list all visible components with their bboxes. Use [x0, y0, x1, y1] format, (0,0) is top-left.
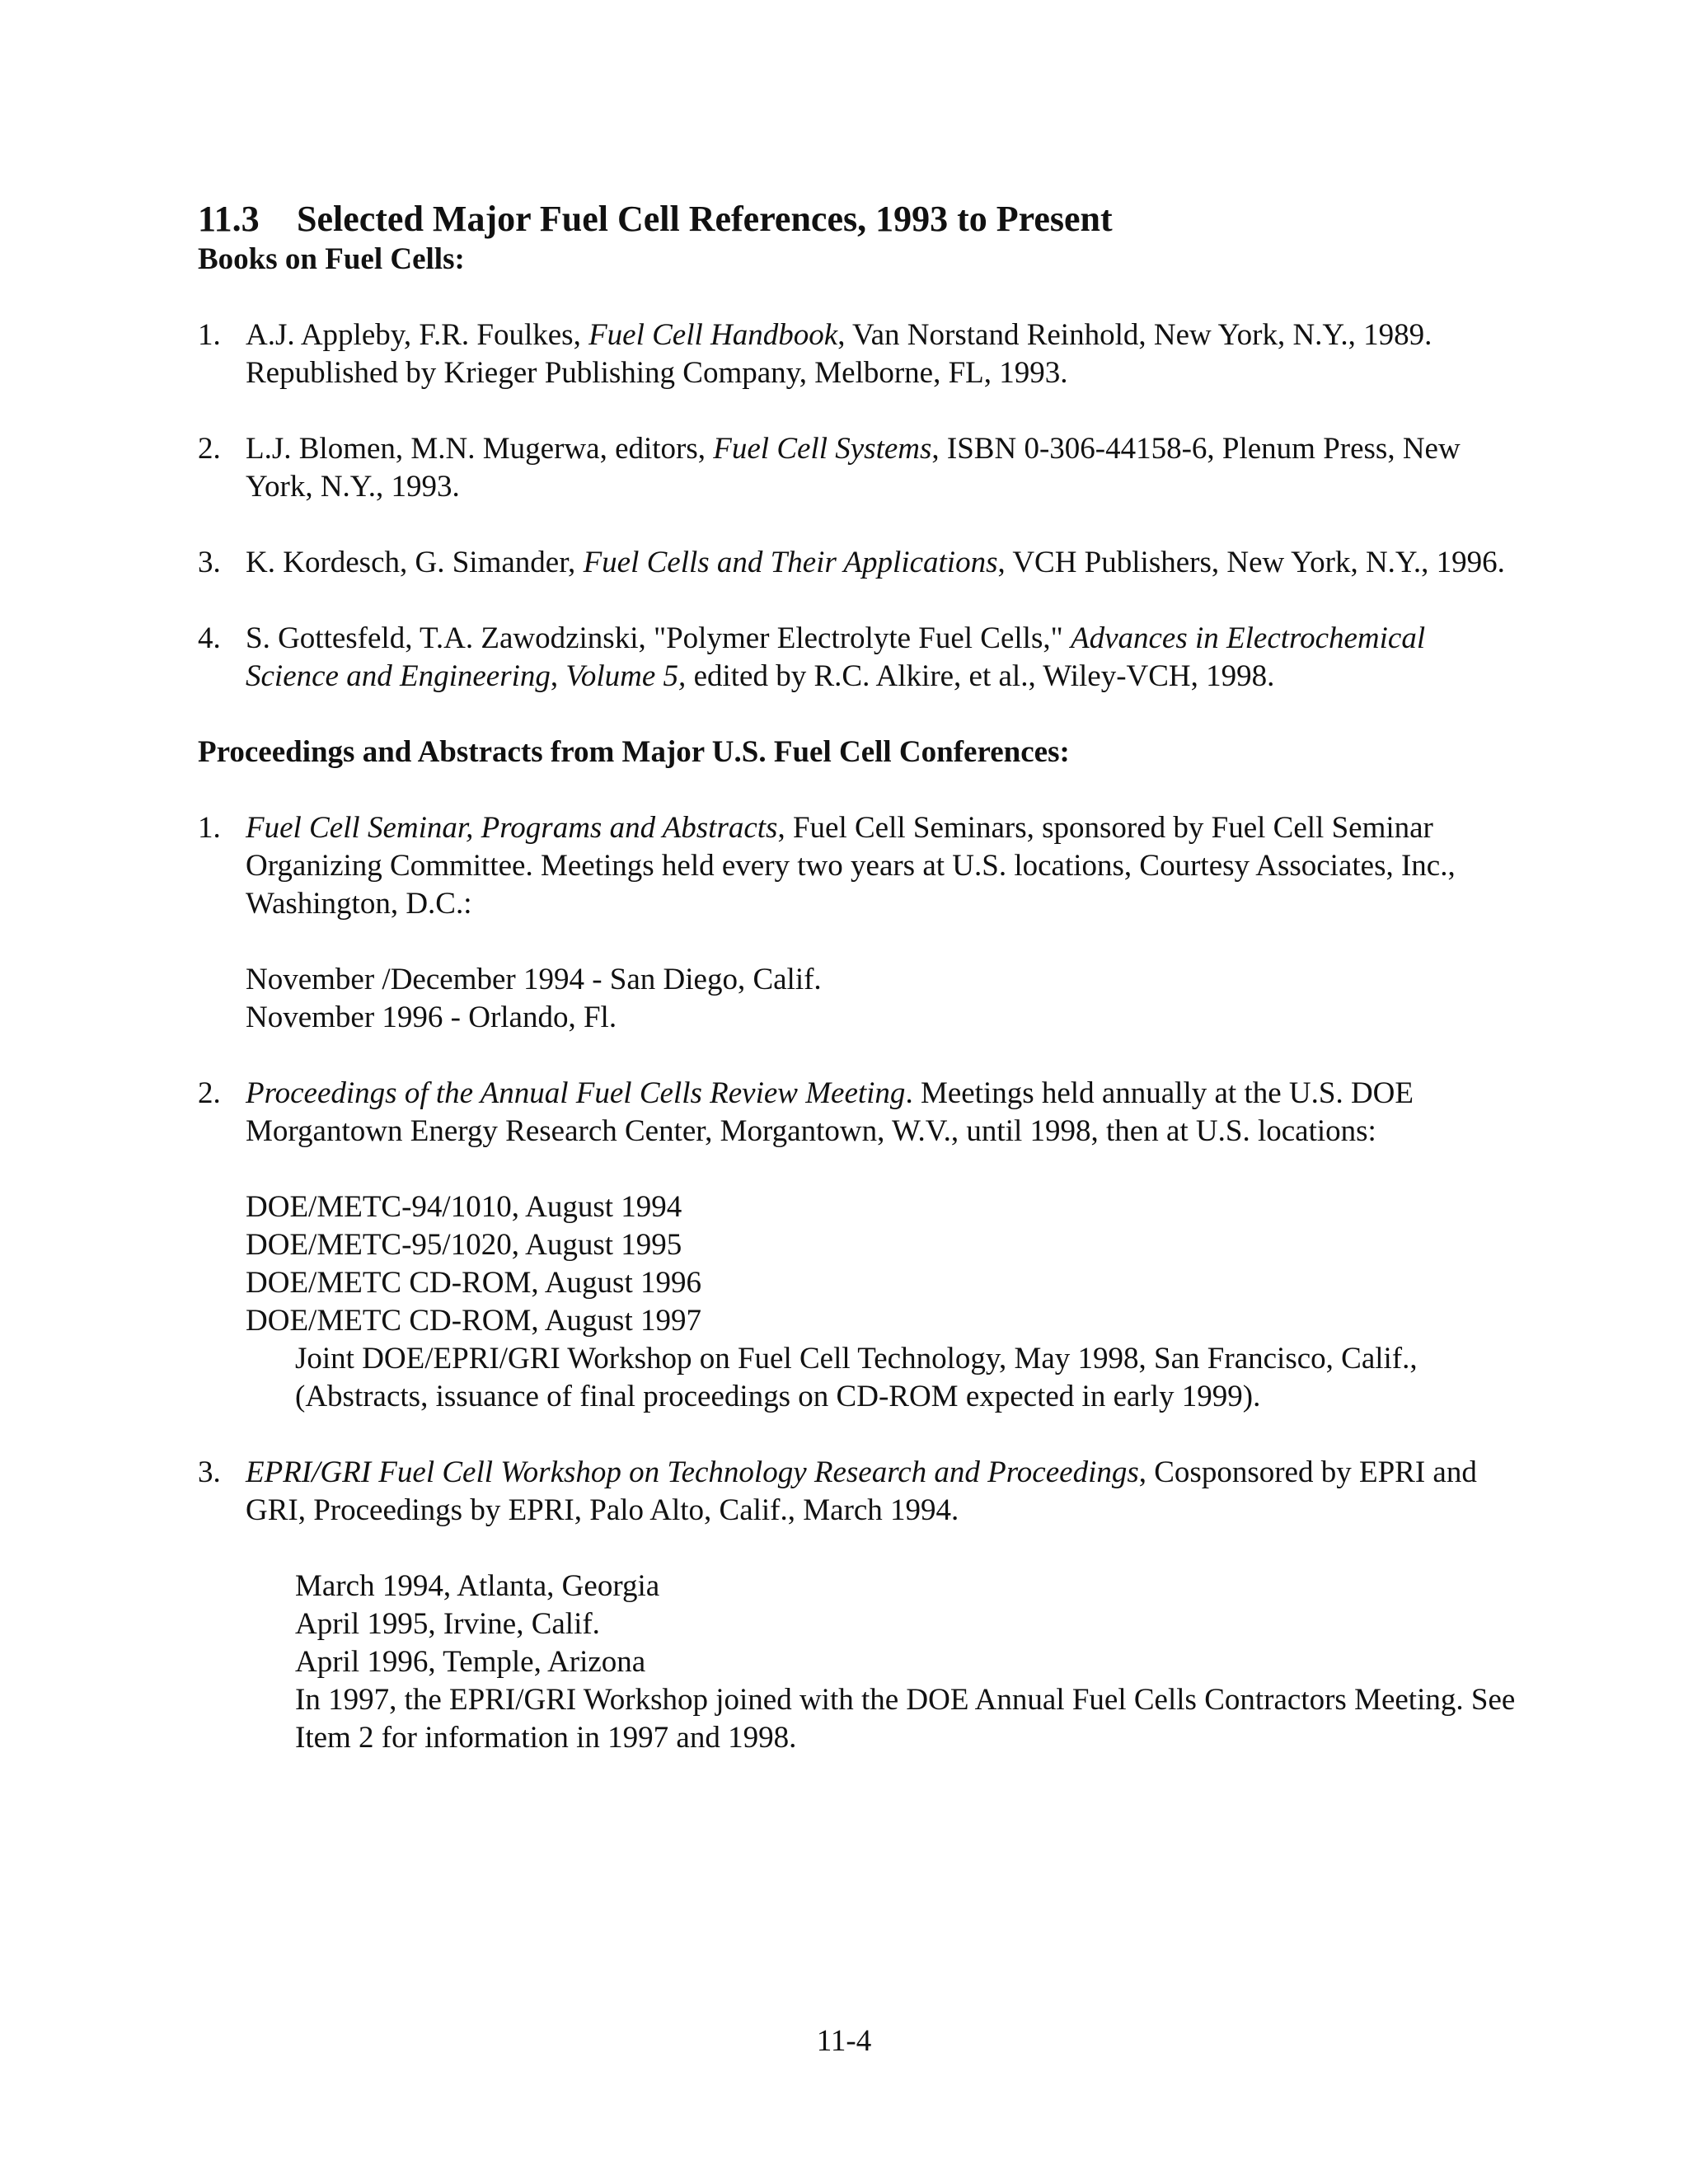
list-number: 2.: [198, 1076, 221, 1110]
list-number: 1.: [198, 811, 221, 845]
book-reference: [198, 316, 1517, 392]
section-number: 11.3: [198, 199, 260, 239]
meeting-entry: April 1995, Irvine, Calif.: [295, 1607, 600, 1641]
books-list: [198, 316, 1517, 696]
meeting-entry: November 1996 - Orlando, Fl.: [246, 1001, 617, 1034]
list-number: 2.: [198, 432, 221, 466]
list-number: 4.: [198, 621, 221, 655]
meeting-entry: In 1997, the EPRI/GRI Workshop joined with the DOE Annual Fuel Cells Contractors Meeting. See Item 2 for information in 1997 and 1998.: [295, 1683, 1516, 1755]
proceedings-reference: [198, 809, 1517, 1037]
page-content: [198, 198, 1517, 1795]
meeting-entry: DOE/METC-95/1020, August 1995: [246, 1228, 682, 1262]
meeting-entry: DOE/METC CD-ROM, August 1996: [246, 1266, 701, 1300]
list-number: 1.: [198, 318, 221, 352]
reference-title: Fuel Cells and Their Applications: [583, 546, 998, 579]
meeting-entry: DOE/METC-94/1010, August 1994: [246, 1190, 682, 1224]
reference-details: , VCH Publishers, New York, N.Y., 1996.: [997, 546, 1505, 579]
meeting-entry: November /December 1994 - San Diego, Calif.: [246, 963, 822, 996]
reference-authors: L.J. Blomen, M.N. Mugerwa, editors,: [246, 432, 714, 466]
proceedings-list: [198, 809, 1517, 1757]
meeting-entry: March 1994, Atlanta, Georgia: [295, 1569, 660, 1603]
reference-title: Fuel Cell Handbook: [588, 318, 838, 352]
joint-workshop-entry: Joint DOE/EPRI/GRI Workshop on Fuel Cell Technology, May 1998, San Francisco, Calif., (Abstracts, issuance of final proceedings on CD-ROM expected in early 1999).: [295, 1342, 1418, 1413]
meeting-entry: April 1996, Temple, Arizona: [295, 1645, 646, 1679]
proceedings-reference: [198, 1075, 1517, 1416]
reference-details: edited by R.C. Alkire, et al., Wiley-VCH, 1998.: [686, 659, 1275, 693]
reference-title: Fuel Cell Seminar, Programs and Abstracts: [246, 811, 778, 845]
reference-volume: Volume 5,: [565, 659, 687, 693]
page-number: 11-4: [816, 2024, 872, 2058]
book-reference: [198, 544, 1517, 582]
reference-authors: S. Gottesfeld, T.A. Zawodzinski, "Polymer Electrolyte Fuel Cells,": [246, 621, 1071, 655]
reference-details: , ISBN 0-306-44158-6, Plenum Press, New York, N.Y., 1993.: [246, 432, 1461, 504]
reference-details: , Cosponsored by EPRI and GRI, Proceedings by EPRI, Palo Alto, Calif., March 1994.: [246, 1455, 1477, 1527]
reference-details: , Fuel Cell Seminars, sponsored by Fuel Cell Seminar Organizing Committee. Meetings held every two years at U.S. locations, Courtesy Associates, Inc., Washington, D.C.:: [246, 811, 1456, 921]
meeting-list: [246, 1188, 1517, 1416]
section-title: Selected Major Fuel Cell References, 1993 to Present: [297, 199, 1113, 239]
section-heading: [198, 198, 1517, 241]
list-number: 3.: [198, 546, 221, 579]
book-reference: [198, 430, 1517, 506]
reference-title: EPRI/GRI Fuel Cell Workshop on Technology Research and Proceedings: [246, 1455, 1139, 1489]
reference-title: Advances in Electrochemical Science and Engineering: [246, 621, 1426, 693]
reference-authors: K. Kordesch, G. Simander,: [246, 546, 584, 579]
meeting-list: [246, 961, 1517, 1037]
list-number: 3.: [198, 1455, 221, 1489]
reference-title: Proceedings of the Annual Fuel Cells Review Meeting: [246, 1076, 906, 1110]
reference-separator: ,: [550, 659, 566, 693]
proceedings-reference: [198, 1454, 1517, 1757]
reference-authors: A.J. Appleby, F.R. Foulkes,: [246, 318, 589, 352]
reference-details: . Meetings held annually at the U.S. DOE Morgantown Energy Research Center, Morgantown, W.V., until 1998, then at U.S. locations:: [246, 1076, 1414, 1148]
meeting-list: [246, 1568, 1517, 1757]
reference-title: Fuel Cell Systems: [713, 432, 932, 466]
book-reference: [198, 620, 1517, 696]
meeting-entry: DOE/METC CD-ROM, August 1997: [246, 1304, 701, 1338]
proceedings-heading: Proceedings and Abstracts from Major U.S. Fuel Cell Conferences:: [198, 735, 1070, 769]
books-heading: Books on Fuel Cells:: [198, 242, 465, 276]
reference-details: , Van Norstand Reinhold, New York, N.Y., 1989. Republished by Krieger Publishing Company, Melborne, FL, 1993.: [246, 318, 1432, 390]
